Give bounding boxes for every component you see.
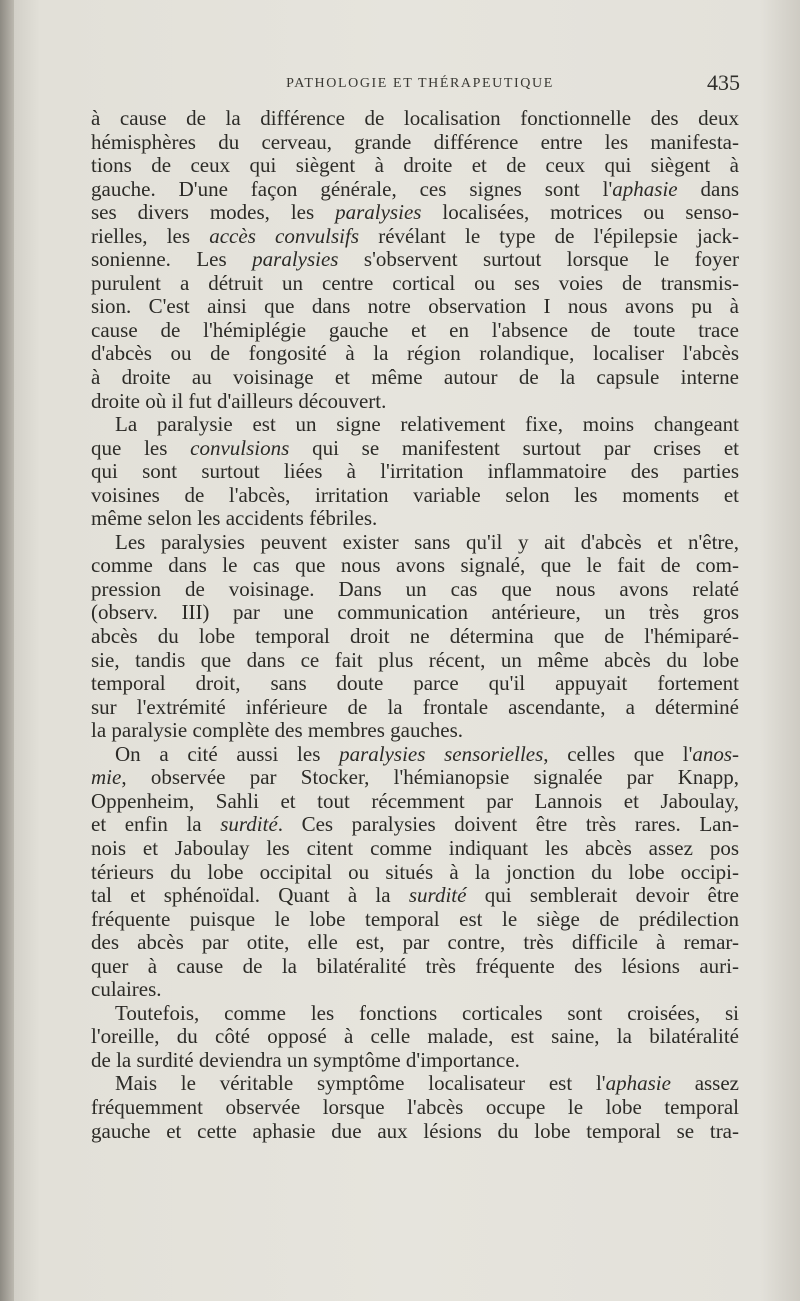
- running-title: PATHOLOGIE ET THÉRAPEUTIQUE: [286, 76, 554, 91]
- text-line: [91, 460, 739, 484]
- text-run: fréquemment observée lorsque l'abcès occupe le lobe temporal: [91, 1095, 739, 1119]
- text-run: . Ces paralysies doivent être très rares. Lan-: [277, 813, 739, 837]
- text-run: rielles, les: [91, 224, 210, 248]
- page-number: 435: [707, 70, 740, 95]
- binding-edge: [0, 0, 14, 1301]
- text-run: qui sont surtout liées à l'irritation inflammatoire des parties: [91, 460, 739, 484]
- text-line: [91, 319, 739, 343]
- text-run: la paralysie complète des membres gauches.: [91, 719, 464, 743]
- text-line: [91, 766, 739, 790]
- text-line: [91, 342, 739, 366]
- text-run: fréquente puisque le lobe temporal est le siège de prédilection: [91, 907, 739, 931]
- text-line: [91, 1025, 739, 1049]
- text-run: que les: [91, 436, 191, 460]
- text-run: pression de voisinage. Dans un cas que nous avons relaté: [91, 577, 739, 601]
- text-run: droite où il fut d'ailleurs découvert.: [91, 389, 387, 413]
- text-run: s'observent surtout lorsque le foyer: [338, 248, 739, 272]
- italic-term: paralysies sensorielles: [339, 742, 544, 766]
- text-run: Toutefois, comme les fonctions corticales sont croisées, si: [115, 1001, 739, 1025]
- text-run: gauche et cette aphasie due aux lésions du lobe temporal se tra-: [91, 1119, 739, 1143]
- text-run: sion. C'est ainsi que dans notre observation I nous avons pu à: [91, 295, 739, 319]
- text-line: [91, 437, 739, 461]
- text-run: (observ. III) par une communication antérieure, un très gros: [91, 601, 739, 625]
- text-run: et enfin la: [91, 813, 221, 837]
- text-run: temporal droit, sans doute parce qu'il appuyait fortement: [91, 672, 739, 696]
- text-line: [91, 790, 739, 814]
- text-line: [91, 295, 739, 319]
- text-run: , celles que l': [543, 742, 693, 766]
- text-run: localisées, motrices ou senso-: [421, 201, 739, 225]
- text-run: nois et Jaboulay les citent comme indiquant les abcès assez pos: [91, 836, 739, 860]
- text-run: Oppenheim, Sahli et tout récemment par Lannois et Jaboulay,: [91, 789, 739, 813]
- text-run: même selon les accidents fébriles.: [91, 507, 378, 531]
- text-line: [91, 837, 739, 861]
- text-run: comme dans le cas que nous avons signalé, que le fait de com-: [91, 554, 739, 578]
- text-run: , observée par Stocker, l'hémianopsie signalée par Knapp,: [121, 766, 739, 790]
- text-line: [91, 861, 739, 885]
- text-line: [91, 978, 739, 1002]
- text-line: [91, 272, 739, 296]
- text-run: voisines de l'abcès, irritation variable selon les moments et: [91, 483, 739, 507]
- text-line: [91, 1002, 739, 1026]
- italic-term: surdité: [408, 884, 467, 908]
- text-run: sur l'extrémité inférieure de la frontale ascendante, a déterminé: [91, 695, 739, 719]
- text-run: des abcès par otite, elle est, par contre, très difficile à remar-: [91, 931, 739, 955]
- italic-term: surdité: [220, 813, 278, 837]
- text-run: On a cité aussi les: [115, 742, 340, 766]
- text-run: qui se manifestent surtout par crises et: [289, 436, 739, 460]
- italic-term: accès convulsifs: [209, 224, 360, 248]
- text-line: [91, 225, 739, 249]
- text-run: dans: [677, 177, 739, 201]
- text-run: purulent a détruit un centre cortical ou ses voies de transmis-: [91, 271, 739, 295]
- text-line: [91, 1120, 739, 1144]
- text-line: [91, 578, 739, 602]
- text-line: [91, 154, 739, 178]
- text-line: [91, 507, 739, 531]
- text-line: [91, 413, 739, 437]
- body-text: [91, 107, 739, 1143]
- text-line: [91, 131, 739, 155]
- text-line: [91, 931, 739, 955]
- text-line: [91, 248, 739, 272]
- italic-term: anos-: [692, 742, 739, 766]
- text-line: [91, 390, 739, 414]
- text-line: [91, 107, 739, 131]
- text-run: cause de l'hémiplégie gauche et en l'absence de toute trace: [91, 318, 739, 342]
- text-run: de la surdité deviendra un symptôme d'importance.: [91, 1048, 520, 1072]
- text-line: [91, 484, 739, 508]
- text-run: révélant le type de l'épilepsie jack-: [359, 224, 739, 248]
- text-line: [91, 201, 739, 225]
- text-line: [91, 813, 739, 837]
- text-line: [91, 601, 739, 625]
- text-line: [91, 884, 739, 908]
- text-line: [91, 1096, 739, 1120]
- italic-term: paralysies: [335, 201, 422, 225]
- italic-term: convulsions: [190, 436, 290, 460]
- running-head: [100, 70, 740, 100]
- text-line: [91, 955, 739, 979]
- text-run: l'oreille, du côté opposé à celle malade, est saine, la bilatéralité: [91, 1025, 739, 1049]
- text-line: [91, 719, 739, 743]
- text-run: térieurs du lobe occipital ou situés à la jonction du lobe occipi-: [91, 860, 739, 884]
- text-run: quer à cause de la bilatéralité très fréquente des lésions auri-: [91, 954, 739, 978]
- text-run: gauche. D'une façon générale, ces signes sont l': [91, 177, 613, 201]
- text-run: qui semblerait devoir être: [466, 884, 739, 908]
- text-run: hémisphères du cerveau, grande différence entre les manifesta-: [91, 130, 739, 154]
- text-line: [91, 908, 739, 932]
- text-run: à droite au voisinage et même autour de la capsule interne: [91, 366, 739, 390]
- text-line: [91, 625, 739, 649]
- text-run: abcès du lobe temporal droit ne détermina que de l'hémiparé-: [91, 625, 739, 649]
- italic-term: paralysies: [252, 248, 339, 272]
- text-line: [91, 1049, 739, 1073]
- text-run: La paralysie est un signe relativement fixe, moins changeant: [115, 413, 739, 437]
- text-run: ses divers modes, les: [91, 201, 336, 225]
- text-run: Les paralysies peuvent exister sans qu'il y ait d'abcès et n'être,: [115, 530, 739, 554]
- text-run: à cause de la différence de localisation fonctionnelle des deux: [91, 107, 739, 130]
- italic-term: aphasie: [612, 177, 678, 201]
- text-line: [91, 178, 739, 202]
- text-line: [91, 1072, 739, 1096]
- text-line: [91, 531, 739, 555]
- text-run: culaires.: [91, 978, 162, 1002]
- text-run: d'abcès ou de fongosité à la région rolandique, localiser l'abcès: [91, 342, 739, 366]
- text-line: [91, 554, 739, 578]
- text-line: [91, 649, 739, 673]
- text-run: tal et sphénoïdal. Quant à la: [91, 884, 409, 908]
- text-run: sie, tandis que dans ce fait plus récent, un même abcès du lobe: [91, 648, 739, 672]
- text-run: assez: [670, 1072, 739, 1096]
- italic-term: aphasie: [605, 1072, 671, 1096]
- text-line: [91, 696, 739, 720]
- text-line: [91, 672, 739, 696]
- italic-term: mie: [91, 766, 122, 790]
- text-run: tions de ceux qui siègent à droite et de ceux qui siègent à: [91, 154, 739, 178]
- text-run: sonienne. Les: [91, 248, 253, 272]
- text-line: [91, 743, 739, 767]
- text-line: [91, 366, 739, 390]
- text-run: Mais le véritable symptôme localisateur est l': [115, 1072, 606, 1096]
